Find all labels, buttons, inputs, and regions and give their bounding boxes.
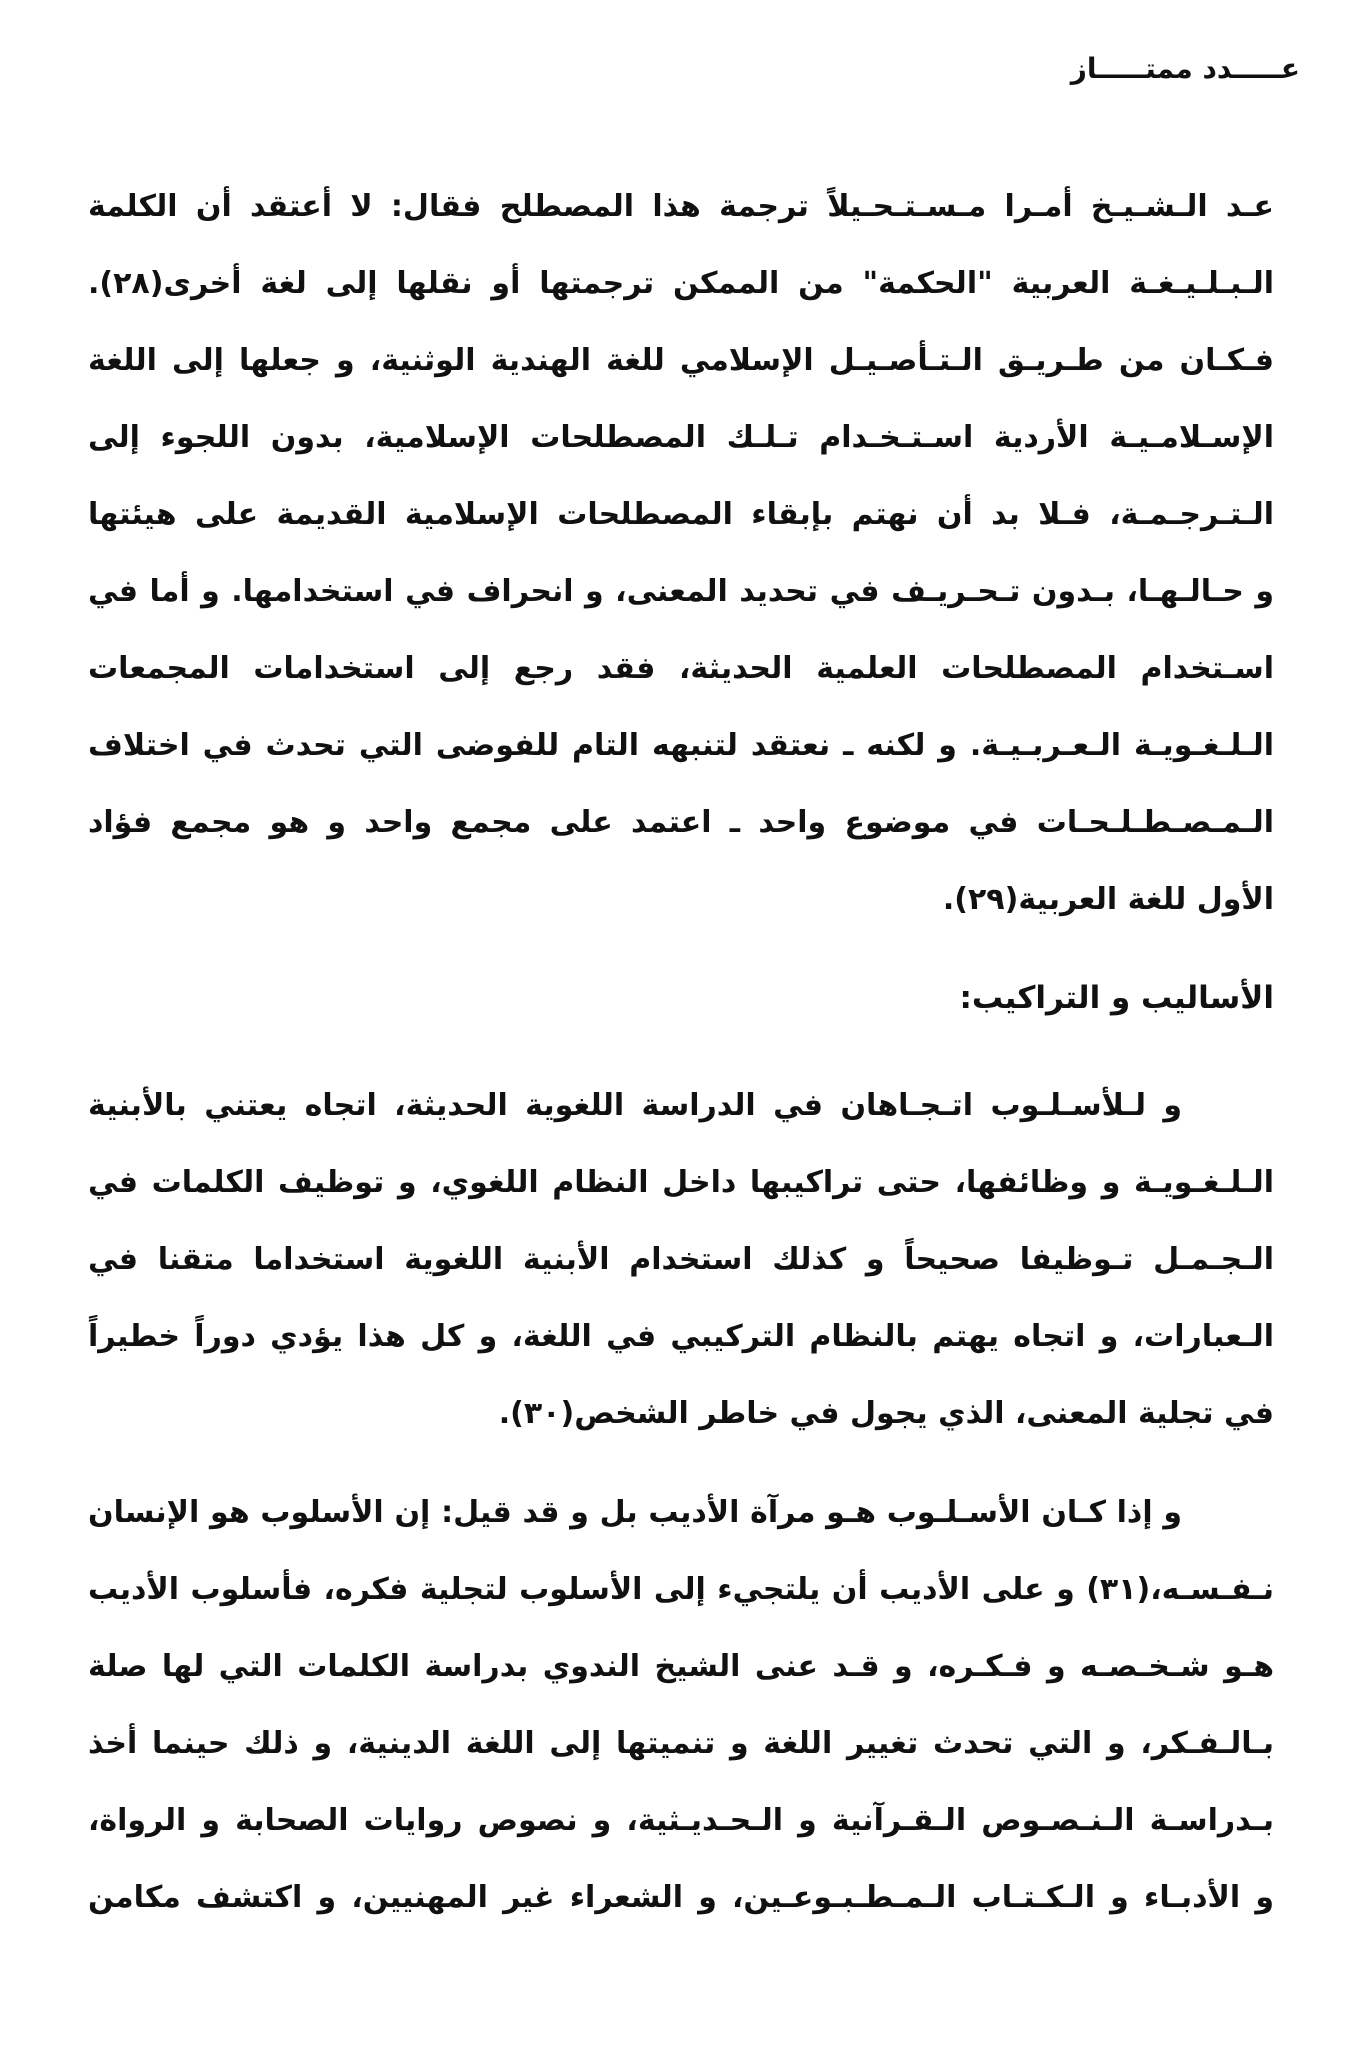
text-line: الـتـرجـمـة، فـلا بد أن نهتم بإبقاء المصطلحات الإسلامية القديمة على هيئتها (88, 497, 1274, 532)
text-line: و إذا كـان الأسـلـوب هـو مرآة الأديب بل و قد قيل: إن الأسلوب هو الإنسان (88, 1495, 1182, 1530)
text-line: و حـالـهـا، بـدون تـحـريـف في تحديد المعنى، و انحراف في استخدامها. و أما في (88, 574, 1274, 609)
text-line: الـعبارات، و اتجاه يهتم بالنظام التركيبي في اللغة، و كل هذا يؤدي دوراً خطيراً (88, 1319, 1274, 1354)
text-line: بـالـفـكر، و التي تحدث تغيير اللغة و تنميتها إلى اللغة الدينية، و ذلك حينما أخذ (88, 1726, 1274, 1761)
text-line: فـكـان من طـريـق الـتـأصـيـل الإسلامي للغة الهندية الوثنية، و جعلها إلى اللغة (88, 343, 1274, 378)
text-line: الـلـغـويـة و وظائفها، حتى تراكيبها داخل النظام اللغوي، و توظيف الكلمات في (88, 1165, 1274, 1200)
section-heading: الأساليب و التراكيب: (959, 980, 1274, 1016)
text-line: نـفـسـه،(٣١) و على الأديب أن يلتجيء إلى الأسلوب لتجلية فكره، فأسلوب الأديب (88, 1572, 1274, 1607)
paragraph-1 (88, 168, 1274, 938)
body-text (88, 168, 1274, 1936)
text-line: هـو شـخـصـه و فـكـره، و قـد عنى الشيخ الندوي بدراسة الكلمات التي لها صلة (88, 1649, 1274, 1684)
text-line: الـمـصـطـلـحـات في موضوع واحد ـ اعتمد على مجمع واحد و هو مجمع فؤاد (88, 805, 1274, 840)
text-line: الأول للغة العربية(٢٩). (942, 882, 1274, 917)
text-line: الإسـلامـيـة الأردية اسـتـخـدام تـلـك المصطلحات الإسلامية، بدون اللجوء إلى (88, 420, 1274, 455)
text-line: بـدراسـة الـنـصـوص الـقـرآنية و الـحـديـثية، و نصوص روايات الصحابة و الرواة، (88, 1803, 1274, 1838)
text-line: و لـلأسـلـوب اتـجـاهان في الدراسة اللغوية الحديثة، اتجاه يعتني بالأبنية (88, 1088, 1182, 1123)
text-line: الـجـمـل تـوظيفا صحيحاً و كذلك استخدام الأبنية اللغوية استخداما متقنا في (88, 1242, 1274, 1277)
text-line: و الأدبـاء و الـكـتـاب الـمـطـبـوعـين، و الشعراء غير المهنيين، و اكتشف مكامن (88, 1880, 1274, 1915)
text-line: عـد الـشـيـخ أمـرا مـسـتـحـيلاً ترجمة هذا المصطلح فقال: لا أعتقد أن الكلمة (88, 189, 1274, 224)
text-line: الـلـغـويـة الـعـربـيـة. و لكنه ـ نعتقد لتنبهه التام للفوضى التي تحدث في اختلاف (88, 728, 1274, 763)
text-line: الـبـلـيـغـة العربية "الحكمة" من الممكن ترجمتها أو نقلها إلى لغة أخرى(٢٨). (88, 266, 1274, 301)
running-header (740, 52, 1300, 92)
running-header-title: عـــــدد ممتـــــاز (1070, 52, 1300, 85)
paragraph-2 (88, 1067, 1274, 1452)
paragraph-3 (88, 1474, 1274, 1936)
text-line: في تجلية المعنى، الذي يجول في خاطر الشخص(٣٠). (498, 1396, 1274, 1431)
text-line: اسـتخدام المصطلحات العلمية الحديثة، فقد رجع إلى استخدامات المجمعات (88, 651, 1274, 686)
section-heading-block (88, 960, 1274, 1037)
